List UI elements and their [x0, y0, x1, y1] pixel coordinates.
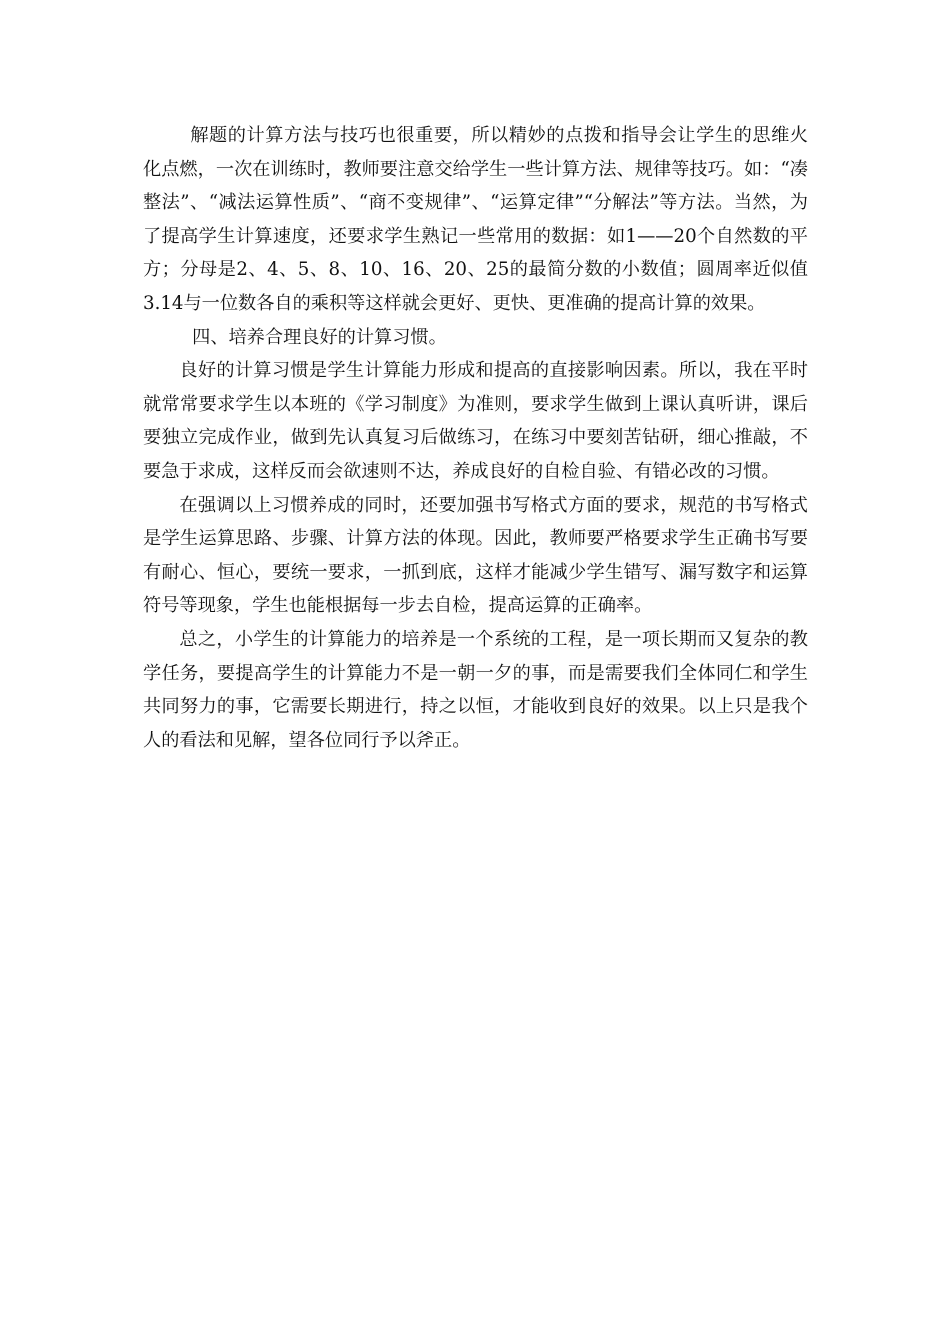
- paragraph-good-habits: 良好的计算习惯是学生计算能力形成和提高的直接影响因素。所以，我在平时就常常要求学生以本班的《学习制度》为准则，要求学生做到上课认真听讲，课后要独立完成作业，做到先认真复习后做练习，在练习中要刻苦钻研，细心推敲，不要急于求成，这样反而会欲速则不达，养成良好的自检自验、有错必改的习惯。: [143, 360, 808, 482]
- section-heading-calculation-habits: 四、培养合理良好的计算习惯。: [192, 326, 447, 348]
- paragraph-writing-format: 在强调以上习惯养成的同时，还要加强书写格式方面的要求，规范的书写格式是学生运算思路、步骤、计算方法的体现。因此，教师要严格要求学生正确书写要有耐心、恒心，要统一要求，一抓到底，这样才能减少学生错写、漏写数字和运算符号等现象，学生也能根据每一步去自检，提高运算的正确率。: [143, 494, 808, 617]
- document-body: [143, 119, 808, 757]
- paragraph-conclusion: 总之，小学生的计算能力的培养是一个系统的工程，是一项长期而又复杂的教学任务，要提高学生的计算能力不是一朝一夕的事，而是需要我们全体同仁和学生共同努力的事，它需要长期进行，持之以恒，才能收到良好的效果。以上只是我个人的看法和见解，望各位同行予以斧正。: [143, 628, 808, 751]
- paragraph-calculation-techniques: 解题的计算方法与技巧也很重要，所以精妙的点拨和指导会让学生的思维火化点燃，一次在训练时，教师要注意交给学生一些计算方法、规律等技巧。如：“凑整法”、“减法运算性质”、“商不变规律”、“运算定律”“分解法”等方法。当然，为了提高学生计算速度，还要求学生熟记一些常用的数据：如1——20个自然数的平方；分母是2、4、5、8、10、16、20、25的最简分数的小数值；圆周率近似值3.14与一位数各自的乘积等这样就会更好、更快、更准确的提高计算的效果。: [143, 125, 808, 314]
